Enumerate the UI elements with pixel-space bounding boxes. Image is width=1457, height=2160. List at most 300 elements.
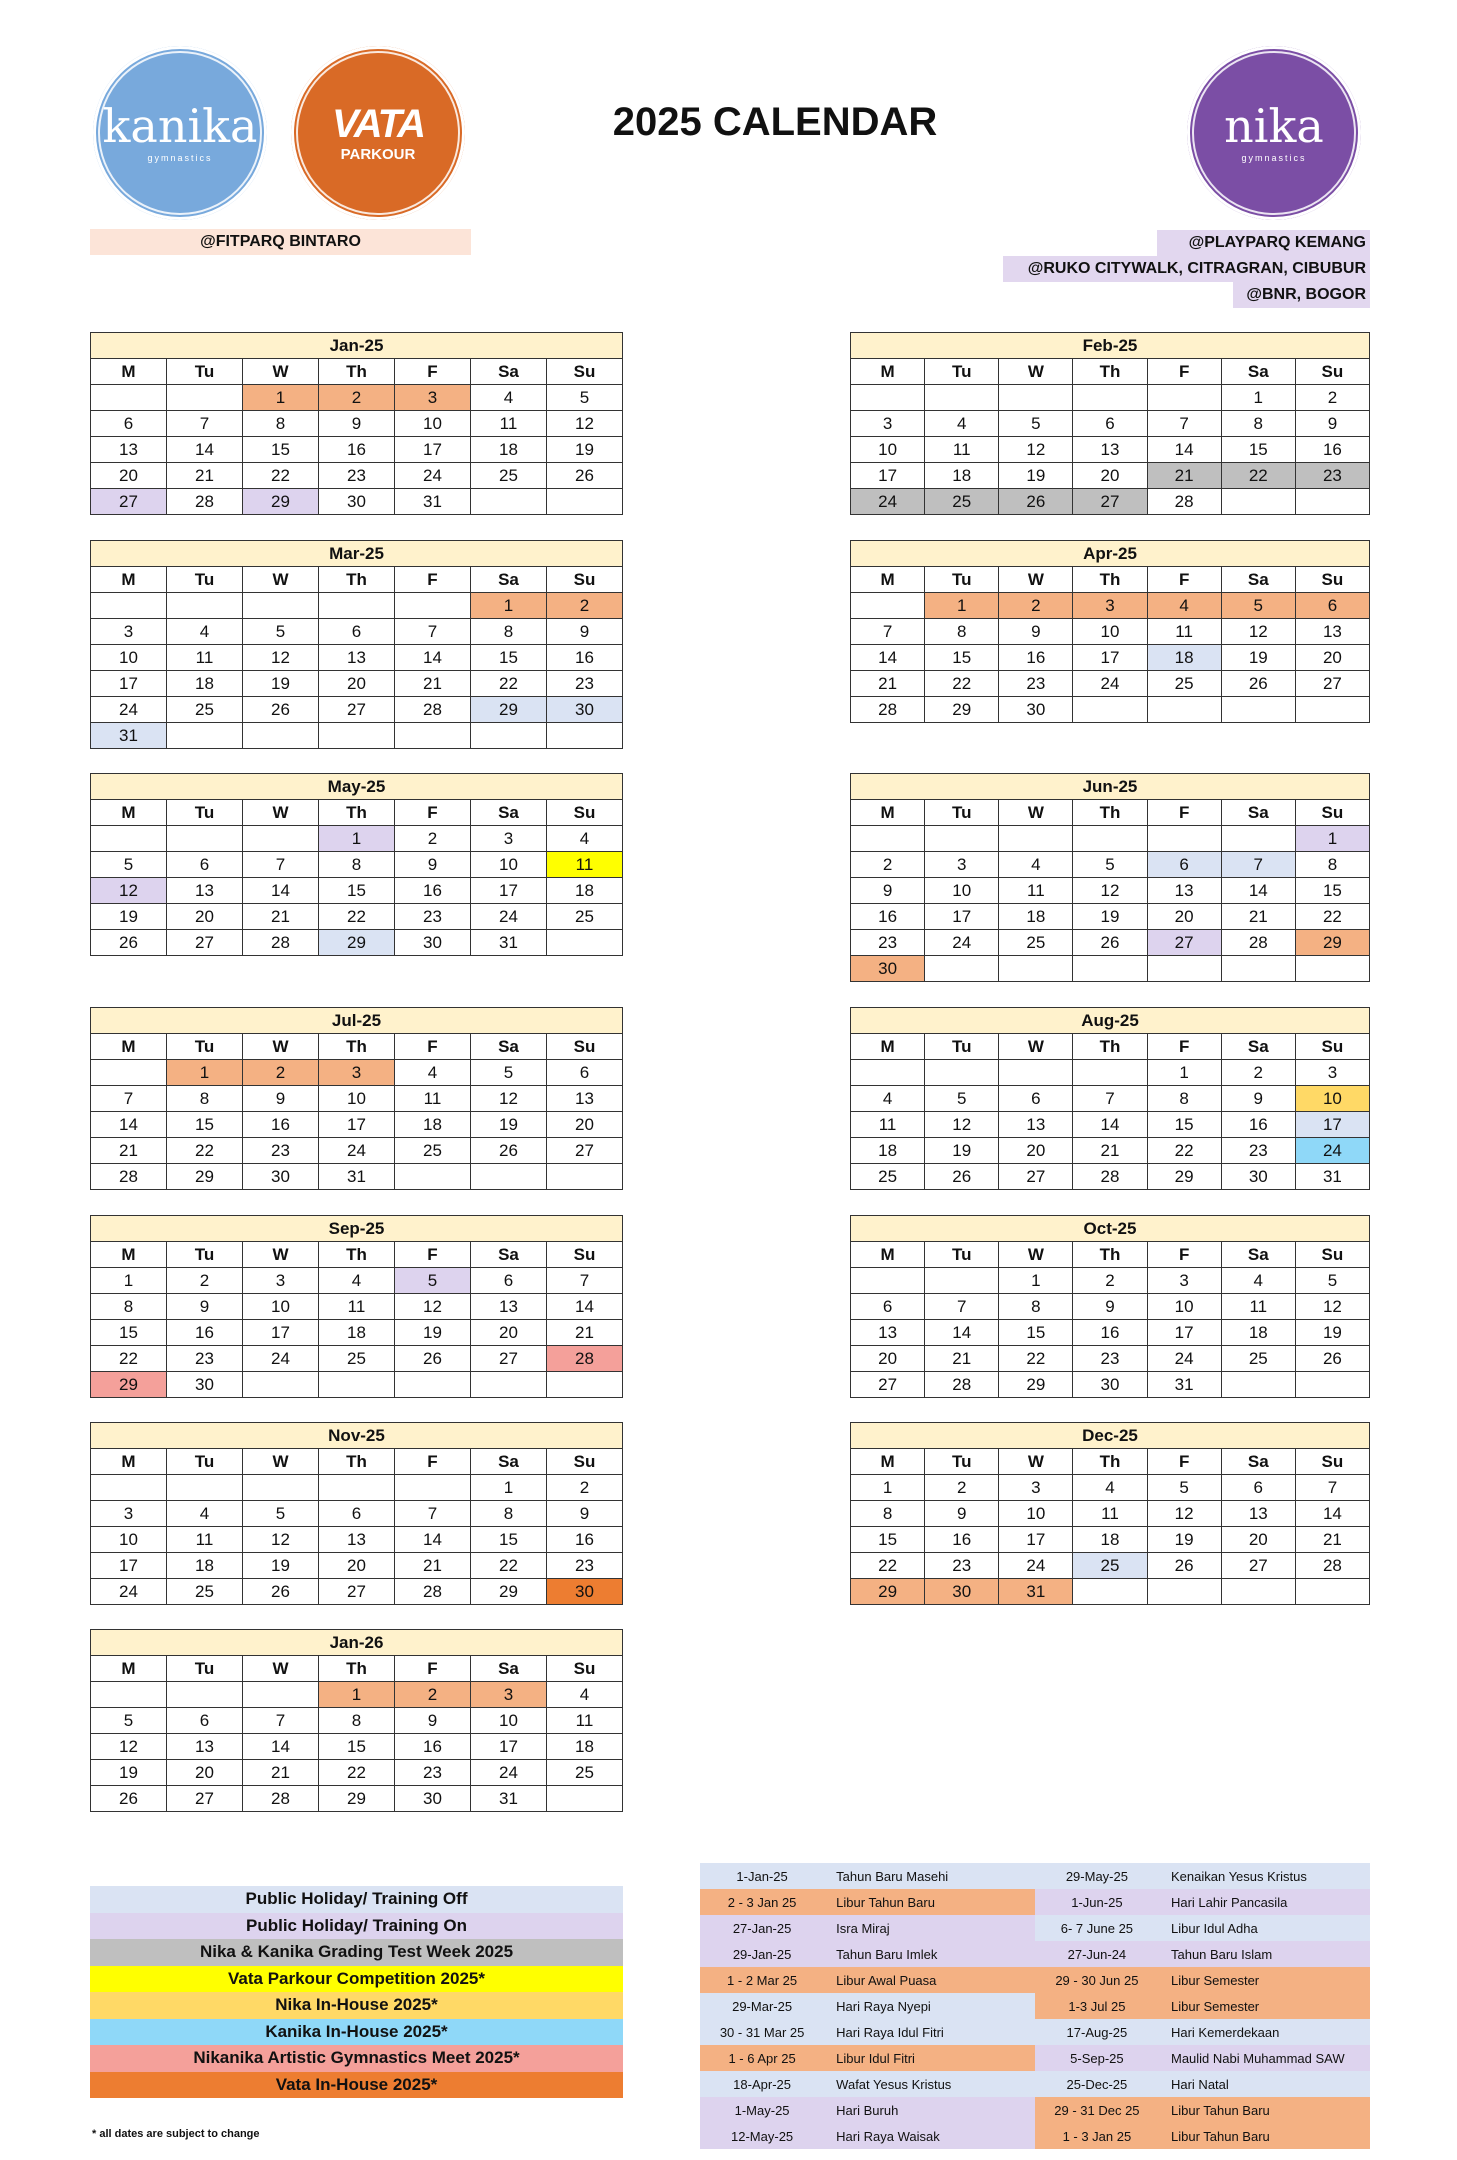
empty-cell xyxy=(395,1372,471,1398)
day-cell: 14 xyxy=(1295,1501,1369,1527)
day-cell: 29 xyxy=(471,697,547,723)
day-cell: 22 xyxy=(1221,463,1295,489)
day-cell: 1 xyxy=(471,1475,547,1501)
day-cell: 20 xyxy=(471,1320,547,1346)
day-cell: 20 xyxy=(1295,645,1369,671)
month-title: Jul-25 xyxy=(91,1008,623,1034)
weekday-header: Th xyxy=(319,1656,395,1682)
day-cell: 14 xyxy=(395,1527,471,1553)
footnote: * all dates are subject to change xyxy=(92,2128,260,2140)
day-cell: 5 xyxy=(1073,852,1147,878)
weekday-header: M xyxy=(91,1449,167,1475)
day-cell: 14 xyxy=(395,645,471,671)
day-cell: 24 xyxy=(1147,1346,1221,1372)
day-cell: 3 xyxy=(91,1501,167,1527)
day-cell: 2 xyxy=(1295,385,1369,411)
weekday-header: M xyxy=(91,1242,167,1268)
day-cell: 3 xyxy=(243,1268,319,1294)
day-cell: 29 xyxy=(1147,1164,1221,1190)
weekday-header: Th xyxy=(319,567,395,593)
vata-parkour-logo xyxy=(291,46,465,220)
day-cell: 27 xyxy=(319,1579,395,1605)
holiday-row xyxy=(700,1941,1370,1967)
weekday-header: M xyxy=(91,1034,167,1060)
day-cell: 28 xyxy=(1073,1164,1147,1190)
weekday-header: Su xyxy=(1295,800,1369,826)
day-cell: 21 xyxy=(243,904,319,930)
weekday-header: Tu xyxy=(167,359,243,385)
weekday-header: Tu xyxy=(925,567,999,593)
day-cell: 1 xyxy=(925,593,999,619)
day-cell: 16 xyxy=(547,645,623,671)
nika-logo-text: nika xyxy=(1224,99,1324,153)
month-mar-25 xyxy=(90,540,623,749)
holiday-date: 1 - 3 Jan 25 xyxy=(1035,2123,1159,2149)
holiday-name: Hari Raya Waisak xyxy=(824,2123,1035,2149)
day-cell: 12 xyxy=(91,1734,167,1760)
day-cell: 13 xyxy=(851,1320,925,1346)
day-cell: 13 xyxy=(999,1112,1073,1138)
day-cell: 17 xyxy=(1073,645,1147,671)
empty-cell xyxy=(851,1268,925,1294)
empty-cell xyxy=(471,1164,547,1190)
day-cell: 4 xyxy=(925,411,999,437)
day-cell: 19 xyxy=(547,437,623,463)
day-cell: 21 xyxy=(925,1346,999,1372)
weekday-header: Sa xyxy=(471,800,547,826)
weekday-header: F xyxy=(1147,800,1221,826)
weekday-header: Su xyxy=(547,359,623,385)
month-oct-25 xyxy=(850,1215,1370,1398)
legend xyxy=(90,1886,623,2098)
day-cell: 7 xyxy=(851,619,925,645)
empty-cell xyxy=(1221,826,1295,852)
day-cell: 27 xyxy=(471,1346,547,1372)
day-cell: 3 xyxy=(395,385,471,411)
day-cell: 19 xyxy=(395,1320,471,1346)
day-cell: 3 xyxy=(471,826,547,852)
day-cell: 16 xyxy=(999,645,1073,671)
empty-cell xyxy=(925,1268,999,1294)
day-cell: 4 xyxy=(1147,593,1221,619)
day-cell: 14 xyxy=(243,878,319,904)
empty-cell xyxy=(999,956,1073,982)
day-cell: 15 xyxy=(1221,437,1295,463)
day-cell: 20 xyxy=(167,904,243,930)
weekday-header: M xyxy=(91,800,167,826)
day-cell: 19 xyxy=(1147,1527,1221,1553)
day-cell: 6 xyxy=(1147,852,1221,878)
day-cell: 2 xyxy=(395,826,471,852)
day-cell: 1 xyxy=(1295,826,1369,852)
day-cell: 23 xyxy=(395,1760,471,1786)
day-cell: 29 xyxy=(243,489,319,515)
day-cell: 29 xyxy=(851,1579,925,1605)
day-cell: 18 xyxy=(547,1734,623,1760)
day-cell: 7 xyxy=(925,1294,999,1320)
day-cell: 11 xyxy=(999,878,1073,904)
day-cell: 9 xyxy=(1073,1294,1147,1320)
day-cell: 3 xyxy=(851,411,925,437)
day-cell: 6 xyxy=(1073,411,1147,437)
day-cell: 17 xyxy=(91,1553,167,1579)
day-cell: 19 xyxy=(1073,904,1147,930)
weekday-header: Sa xyxy=(471,1034,547,1060)
day-cell: 14 xyxy=(243,1734,319,1760)
empty-cell xyxy=(999,826,1073,852)
day-cell: 21 xyxy=(851,671,925,697)
weekday-header: Su xyxy=(547,1034,623,1060)
empty-cell xyxy=(91,1475,167,1501)
weekday-header: Th xyxy=(319,800,395,826)
day-cell: 16 xyxy=(851,904,925,930)
day-cell: 4 xyxy=(395,1060,471,1086)
day-cell: 16 xyxy=(395,878,471,904)
day-cell: 17 xyxy=(1147,1320,1221,1346)
day-cell: 5 xyxy=(243,1501,319,1527)
day-cell: 22 xyxy=(999,1346,1073,1372)
day-cell: 12 xyxy=(1147,1501,1221,1527)
day-cell: 6 xyxy=(91,411,167,437)
day-cell: 28 xyxy=(1295,1553,1369,1579)
day-cell: 5 xyxy=(91,852,167,878)
empty-cell xyxy=(167,826,243,852)
empty-cell xyxy=(925,826,999,852)
day-cell: 7 xyxy=(1073,1086,1147,1112)
day-cell: 23 xyxy=(243,1138,319,1164)
day-cell: 28 xyxy=(1147,489,1221,515)
day-cell: 20 xyxy=(319,671,395,697)
weekday-header: Tu xyxy=(925,1034,999,1060)
day-cell: 6 xyxy=(167,1708,243,1734)
empty-cell xyxy=(1295,697,1369,723)
day-cell: 31 xyxy=(319,1164,395,1190)
holiday-row xyxy=(700,2123,1370,2149)
day-cell: 25 xyxy=(999,930,1073,956)
empty-cell xyxy=(91,1682,167,1708)
day-cell: 21 xyxy=(1147,463,1221,489)
day-cell: 17 xyxy=(91,671,167,697)
month-sep-25 xyxy=(90,1215,623,1398)
day-cell: 6 xyxy=(1221,1475,1295,1501)
day-cell: 4 xyxy=(319,1268,395,1294)
month-title: Nov-25 xyxy=(91,1423,623,1449)
day-cell: 6 xyxy=(999,1086,1073,1112)
empty-cell xyxy=(1073,1060,1147,1086)
day-cell: 6 xyxy=(319,619,395,645)
day-cell: 28 xyxy=(167,489,243,515)
day-cell: 10 xyxy=(471,852,547,878)
holiday-name: Hari Raya Nyepi xyxy=(824,1993,1035,2019)
holiday-name: Hari Raya Idul Fitri xyxy=(824,2019,1035,2045)
day-cell: 28 xyxy=(1221,930,1295,956)
day-cell: 12 xyxy=(395,1294,471,1320)
day-cell: 18 xyxy=(547,878,623,904)
day-cell: 2 xyxy=(547,1475,623,1501)
holiday-date: 29 - 30 Jun 25 xyxy=(1035,1967,1159,1993)
day-cell: 4 xyxy=(167,619,243,645)
empty-cell xyxy=(925,1060,999,1086)
day-cell: 5 xyxy=(925,1086,999,1112)
day-cell: 16 xyxy=(1073,1320,1147,1346)
empty-cell xyxy=(471,489,547,515)
day-cell: 4 xyxy=(471,385,547,411)
day-cell: 27 xyxy=(851,1372,925,1398)
day-cell: 8 xyxy=(167,1086,243,1112)
day-cell: 14 xyxy=(91,1112,167,1138)
day-cell: 12 xyxy=(1073,878,1147,904)
day-cell: 25 xyxy=(1147,671,1221,697)
day-cell: 12 xyxy=(471,1086,547,1112)
day-cell: 20 xyxy=(1073,463,1147,489)
day-cell: 1 xyxy=(167,1060,243,1086)
month-title: May-25 xyxy=(91,774,623,800)
day-cell: 23 xyxy=(999,671,1073,697)
page-title: 2025 CALENDAR xyxy=(612,100,938,144)
day-cell: 2 xyxy=(243,1060,319,1086)
holiday-row xyxy=(700,1863,1370,1889)
weekday-header: Sa xyxy=(471,567,547,593)
empty-cell xyxy=(1295,1579,1369,1605)
weekday-header: W xyxy=(243,1034,319,1060)
day-cell: 3 xyxy=(925,852,999,878)
weekday-header: W xyxy=(999,567,1073,593)
weekday-header: Su xyxy=(547,1449,623,1475)
weekday-header: Th xyxy=(1073,800,1147,826)
day-cell: 1 xyxy=(319,826,395,852)
day-cell: 24 xyxy=(319,1138,395,1164)
holiday-row xyxy=(700,1889,1370,1915)
day-cell: 17 xyxy=(851,463,925,489)
month-apr-25 xyxy=(850,540,1370,723)
holiday-name: Libur Semester xyxy=(1159,1993,1370,2019)
day-cell: 14 xyxy=(925,1320,999,1346)
holiday-name: Tahun Baru Islam xyxy=(1159,1941,1370,1967)
weekday-header: Su xyxy=(547,800,623,826)
empty-cell xyxy=(243,826,319,852)
day-cell: 28 xyxy=(243,1786,319,1812)
day-cell: 13 xyxy=(471,1294,547,1320)
day-cell: 7 xyxy=(395,1501,471,1527)
day-cell: 2 xyxy=(851,852,925,878)
day-cell: 10 xyxy=(999,1501,1073,1527)
day-cell: 30 xyxy=(243,1164,319,1190)
day-cell: 29 xyxy=(471,1579,547,1605)
day-cell: 18 xyxy=(1147,645,1221,671)
day-cell: 4 xyxy=(851,1086,925,1112)
day-cell: 7 xyxy=(1147,411,1221,437)
legend-item: Public Holiday/ Training Off xyxy=(90,1886,623,1913)
day-cell: 1 xyxy=(91,1268,167,1294)
holiday-date: 29-Mar-25 xyxy=(700,1993,824,2019)
day-cell: 20 xyxy=(91,463,167,489)
day-cell: 4 xyxy=(1073,1475,1147,1501)
weekday-header: Sa xyxy=(471,1656,547,1682)
legend-item: Kanika In-House 2025* xyxy=(90,2019,623,2046)
day-cell: 1 xyxy=(319,1682,395,1708)
day-cell: 22 xyxy=(319,1760,395,1786)
month-title: Jun-25 xyxy=(851,774,1370,800)
day-cell: 21 xyxy=(395,671,471,697)
day-cell: 26 xyxy=(243,1579,319,1605)
day-cell: 4 xyxy=(999,852,1073,878)
day-cell: 5 xyxy=(243,619,319,645)
day-cell: 18 xyxy=(319,1320,395,1346)
month-jun-25 xyxy=(850,773,1370,982)
weekday-header: W xyxy=(999,800,1073,826)
day-cell: 23 xyxy=(925,1553,999,1579)
holiday-row xyxy=(700,2019,1370,2045)
day-cell: 7 xyxy=(91,1086,167,1112)
day-cell: 1 xyxy=(999,1268,1073,1294)
day-cell: 20 xyxy=(547,1112,623,1138)
day-cell: 30 xyxy=(319,489,395,515)
day-cell: 12 xyxy=(925,1112,999,1138)
holiday-date: 29 - 31 Dec 25 xyxy=(1035,2097,1159,2123)
day-cell: 12 xyxy=(1221,619,1295,645)
day-cell: 7 xyxy=(547,1268,623,1294)
weekday-header: Tu xyxy=(925,359,999,385)
day-cell: 13 xyxy=(1073,437,1147,463)
day-cell: 5 xyxy=(91,1708,167,1734)
day-cell: 9 xyxy=(395,1708,471,1734)
day-cell: 8 xyxy=(319,1708,395,1734)
day-cell: 17 xyxy=(395,437,471,463)
weekday-header: M xyxy=(851,1449,925,1475)
day-cell: 4 xyxy=(167,1501,243,1527)
day-cell: 6 xyxy=(471,1268,547,1294)
day-cell: 16 xyxy=(925,1527,999,1553)
day-cell: 8 xyxy=(91,1294,167,1320)
day-cell: 26 xyxy=(547,463,623,489)
holiday-date: 1-May-25 xyxy=(700,2097,824,2123)
weekday-header: Th xyxy=(319,1242,395,1268)
day-cell: 4 xyxy=(1221,1268,1295,1294)
weekday-header: F xyxy=(395,359,471,385)
weekday-header: Sa xyxy=(471,1449,547,1475)
legend-item: Vata In-House 2025* xyxy=(90,2072,623,2099)
day-cell: 28 xyxy=(243,930,319,956)
weekday-header: Tu xyxy=(925,800,999,826)
weekday-header: W xyxy=(243,1656,319,1682)
day-cell: 18 xyxy=(999,904,1073,930)
empty-cell xyxy=(1073,1579,1147,1605)
day-cell: 20 xyxy=(851,1346,925,1372)
empty-cell xyxy=(1221,489,1295,515)
empty-cell xyxy=(167,1682,243,1708)
day-cell: 31 xyxy=(1147,1372,1221,1398)
day-cell: 15 xyxy=(319,1734,395,1760)
weekday-header: F xyxy=(1147,567,1221,593)
holiday-date: 17-Aug-25 xyxy=(1035,2019,1159,2045)
day-cell: 1 xyxy=(1221,385,1295,411)
day-cell: 16 xyxy=(395,1734,471,1760)
empty-cell xyxy=(547,1786,623,1812)
empty-cell xyxy=(1073,826,1147,852)
empty-cell xyxy=(243,723,319,749)
day-cell: 30 xyxy=(925,1579,999,1605)
day-cell: 1 xyxy=(851,1475,925,1501)
weekday-header: Tu xyxy=(167,1656,243,1682)
day-cell: 11 xyxy=(1221,1294,1295,1320)
holiday-date: 6- 7 June 25 xyxy=(1035,1915,1159,1941)
day-cell: 15 xyxy=(1295,878,1369,904)
day-cell: 20 xyxy=(1221,1527,1295,1553)
empty-cell xyxy=(167,385,243,411)
day-cell: 3 xyxy=(319,1060,395,1086)
day-cell: 21 xyxy=(395,1553,471,1579)
day-cell: 12 xyxy=(243,1527,319,1553)
day-cell: 20 xyxy=(1147,904,1221,930)
day-cell: 3 xyxy=(999,1475,1073,1501)
day-cell: 22 xyxy=(319,904,395,930)
day-cell: 8 xyxy=(1221,411,1295,437)
day-cell: 15 xyxy=(1147,1112,1221,1138)
month-jul-25 xyxy=(90,1007,623,1190)
day-cell: 2 xyxy=(319,385,395,411)
day-cell: 7 xyxy=(395,619,471,645)
holiday-name: Libur Awal Puasa xyxy=(824,1967,1035,1993)
day-cell: 10 xyxy=(91,645,167,671)
day-cell: 3 xyxy=(1295,1060,1369,1086)
day-cell: 30 xyxy=(1073,1372,1147,1398)
day-cell: 24 xyxy=(925,930,999,956)
day-cell: 11 xyxy=(471,411,547,437)
month-nov-25 xyxy=(90,1422,623,1605)
day-cell: 16 xyxy=(319,437,395,463)
day-cell: 27 xyxy=(999,1164,1073,1190)
day-cell: 13 xyxy=(547,1086,623,1112)
weekday-header: Su xyxy=(1295,1449,1369,1475)
day-cell: 18 xyxy=(471,437,547,463)
empty-cell xyxy=(1295,1372,1369,1398)
empty-cell xyxy=(1221,956,1295,982)
weekday-header: W xyxy=(243,359,319,385)
day-cell: 27 xyxy=(319,697,395,723)
day-cell: 25 xyxy=(547,1760,623,1786)
day-cell: 6 xyxy=(547,1060,623,1086)
holiday-name: Hari Natal xyxy=(1159,2071,1370,2097)
weekday-header: Th xyxy=(319,1034,395,1060)
day-cell: 17 xyxy=(999,1527,1073,1553)
weekday-header: Tu xyxy=(167,1449,243,1475)
legend-item: Public Holiday/ Training On xyxy=(90,1913,623,1940)
day-cell: 12 xyxy=(243,645,319,671)
day-cell: 25 xyxy=(851,1164,925,1190)
holiday-table xyxy=(700,1863,1370,2149)
legend-item: Vata Parkour Competition 2025* xyxy=(90,1966,623,1993)
day-cell: 31 xyxy=(999,1579,1073,1605)
weekday-header: Sa xyxy=(1221,800,1295,826)
weekday-header: Sa xyxy=(1221,1034,1295,1060)
day-cell: 8 xyxy=(471,619,547,645)
day-cell: 22 xyxy=(167,1138,243,1164)
empty-cell xyxy=(1073,697,1147,723)
day-cell: 21 xyxy=(167,463,243,489)
month-title: Dec-25 xyxy=(851,1423,1370,1449)
holiday-name: Isra Miraj xyxy=(824,1915,1035,1941)
day-cell: 30 xyxy=(395,930,471,956)
weekday-header: W xyxy=(243,800,319,826)
day-cell: 12 xyxy=(1295,1294,1369,1320)
day-cell: 19 xyxy=(471,1112,547,1138)
month-aug-25 xyxy=(850,1007,1370,1190)
day-cell: 3 xyxy=(91,619,167,645)
day-cell: 22 xyxy=(471,671,547,697)
day-cell: 6 xyxy=(319,1501,395,1527)
kanika-logo-text: kanika xyxy=(102,99,258,153)
day-cell: 10 xyxy=(319,1086,395,1112)
